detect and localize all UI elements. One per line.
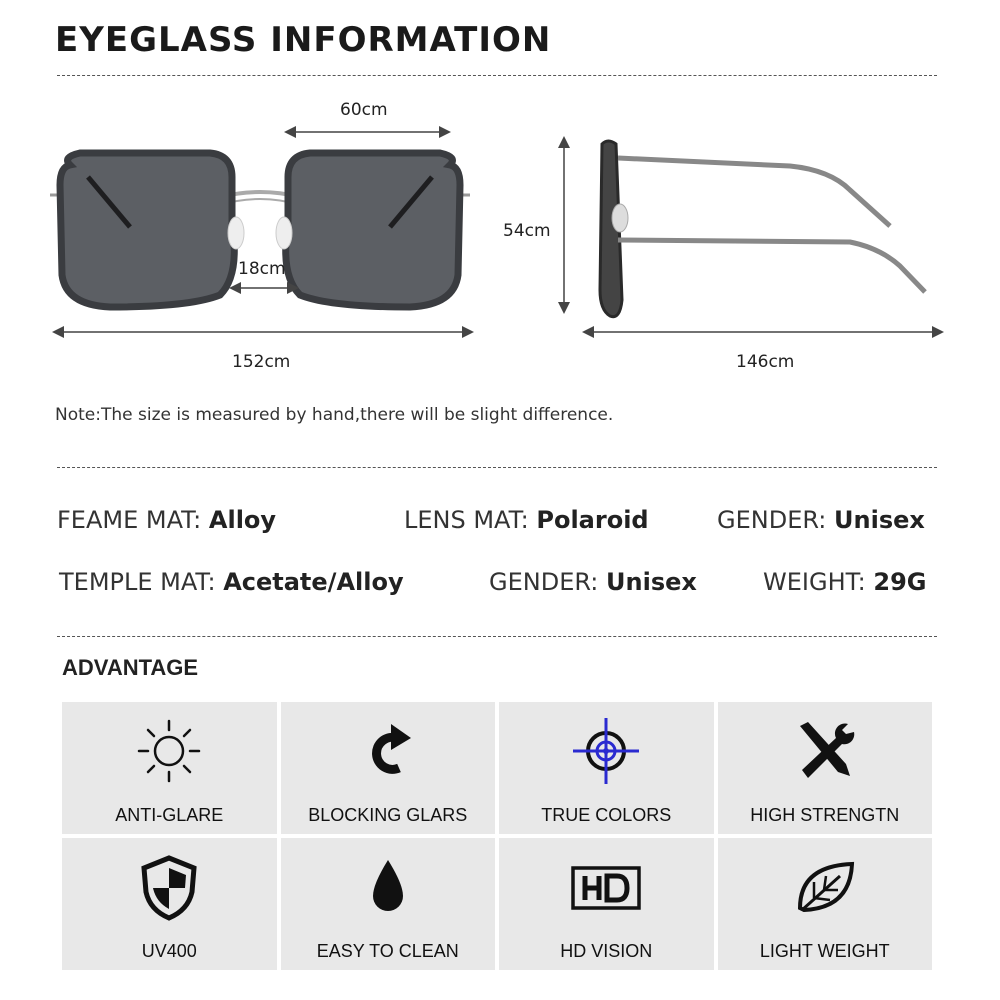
advantage-label: UV400 [141, 941, 197, 961]
spec-lens-material [404, 506, 649, 534]
bridge-label: 18cm [238, 259, 286, 279]
advantage-hd-vision [499, 838, 714, 970]
advantage-title: ADVANTAGE [62, 655, 199, 680]
spec-temple-material [59, 568, 404, 596]
page-title: EYEGLASS INFORMATION [55, 20, 552, 60]
advantage-label: HD VISION [560, 941, 653, 961]
rotate-arrow-icon [353, 716, 423, 786]
glasses-side-view [550, 130, 950, 345]
advantage-label: ANTI-GLARE [115, 805, 224, 825]
spec-value: Polaroid [536, 506, 649, 534]
spec-label: LENS MAT: [404, 506, 529, 534]
divider [57, 636, 937, 637]
temple-length-label: 146cm [736, 352, 795, 372]
glasses-front-view [40, 95, 490, 385]
spec-label: FEAME MAT: [57, 506, 202, 534]
spec-value: 29G [873, 568, 927, 596]
spec-gender-2 [489, 568, 697, 596]
spec-frame-material [57, 506, 276, 534]
tools-icon [790, 716, 860, 786]
advantage-label: HIGH STRENGTN [750, 805, 900, 825]
spec-label: WEIGHT: [763, 568, 866, 596]
advantage-label: BLOCKING GLARS [308, 805, 468, 825]
advantage-light-weight [718, 838, 933, 970]
advantage-label: EASY TO CLEAN [316, 941, 459, 961]
spec-value: Unisex [606, 568, 697, 596]
hd-icon [571, 852, 641, 922]
measurement-note: Note:The size is measured by hand,there will be slight difference. [55, 405, 614, 425]
advantage-label: TRUE COLORS [541, 805, 672, 825]
spec-value: Acetate/Alloy [223, 568, 404, 596]
advantage-uv400 [62, 838, 277, 970]
spec-label: GENDER: [489, 568, 599, 596]
spec-gender [717, 506, 925, 534]
crosshair-icon [571, 716, 641, 786]
shield-icon [134, 852, 204, 922]
frame-width-label: 152cm [232, 352, 291, 372]
advantage-blocking-glars [281, 702, 496, 834]
spec-weight [763, 568, 926, 596]
lens-height-label: 54cm [503, 221, 551, 241]
advantage-true-colors [499, 702, 714, 834]
leaf-icon [790, 852, 860, 922]
advantage-easy-to-clean [281, 838, 496, 970]
lens-width-label: 60cm [340, 100, 388, 120]
advantage-high-strength [718, 702, 933, 834]
water-drop-icon [353, 852, 423, 922]
divider [57, 467, 937, 468]
spec-value: Unisex [834, 506, 925, 534]
advantage-label: LIGHT WEIGHT [759, 941, 890, 961]
spec-value: Alloy [208, 506, 277, 534]
sun-icon [134, 716, 204, 786]
spec-label: TEMPLE MAT: [59, 568, 216, 596]
divider [57, 75, 937, 76]
spec-label: GENDER: [717, 506, 827, 534]
advantage-grid [62, 702, 932, 970]
advantage-anti-glare [62, 702, 277, 834]
